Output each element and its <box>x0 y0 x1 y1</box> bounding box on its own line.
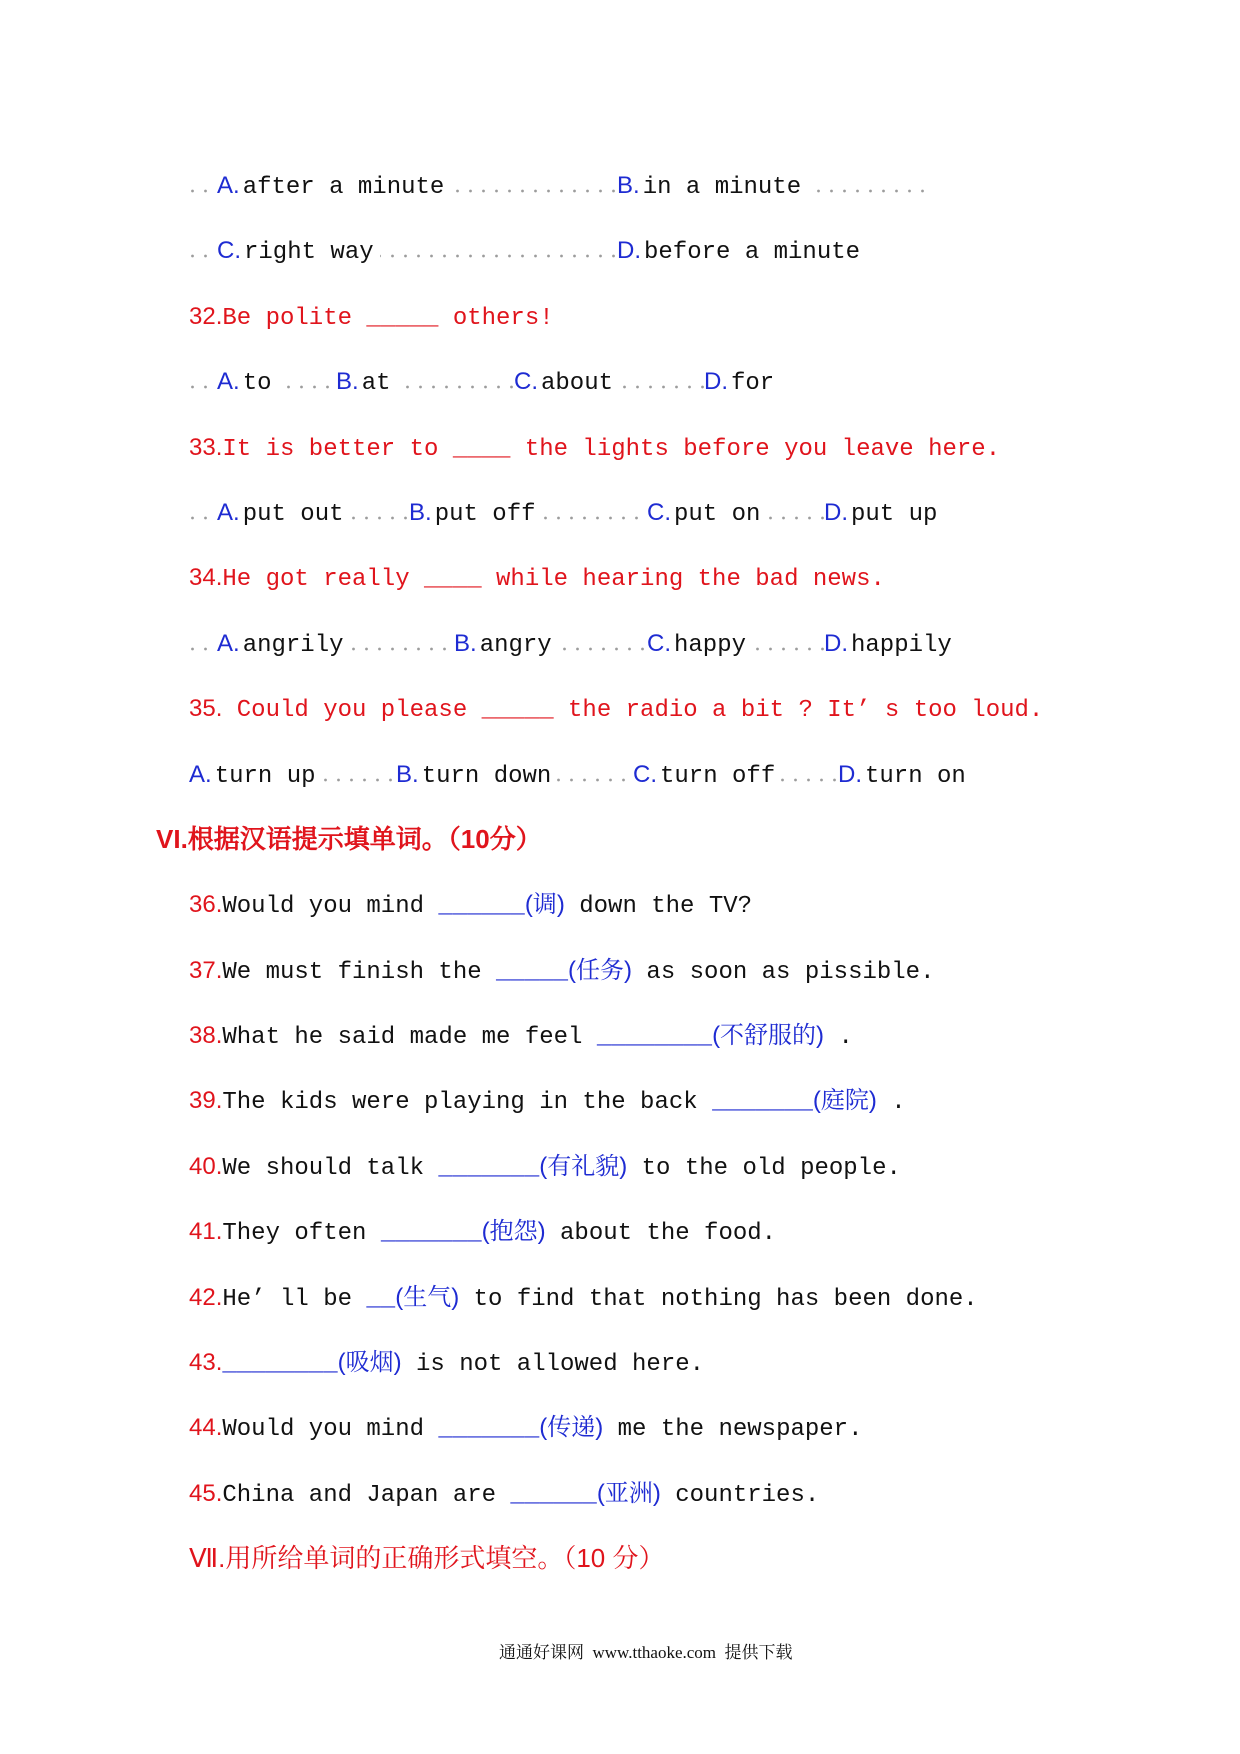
question-35-options <box>0 742 1240 807</box>
option-text: turn off <box>660 762 776 790</box>
space-marker-dots <box>186 611 214 676</box>
option-text: put out <box>242 500 344 528</box>
item-text-after: to the old people. <box>627 1154 901 1182</box>
q34-option-b <box>454 611 647 676</box>
option-letter: C. <box>217 237 241 265</box>
q32-option-b <box>336 349 514 414</box>
space-marker-dots <box>186 480 214 545</box>
page-footer: 通通好课网 www.tthaoke.com 提供下载 <box>499 1643 793 1662</box>
option-letter: D. <box>824 629 848 657</box>
section-vii-heading: Ⅶ.用所给单词的正确形式填空。（10 分） <box>189 1543 665 1574</box>
q31-option-d <box>617 218 866 283</box>
option-letter: B. <box>617 172 640 199</box>
question-stem: Be polite _____ others! <box>222 304 554 332</box>
item-text-before: What he said made me feel <box>222 1024 597 1052</box>
option-letter: A. <box>217 629 240 657</box>
option-text: turn up <box>214 762 316 790</box>
option-text: for <box>731 370 775 398</box>
question-35-stem <box>0 676 1240 741</box>
fill-item-41 <box>0 1199 1240 1264</box>
fill-item-43 <box>0 1330 1240 1395</box>
chinese-hint: (不舒服的) <box>712 1022 825 1050</box>
fill-item-40 <box>0 1134 1240 1199</box>
answer-blank: _____ <box>496 958 569 986</box>
chinese-hint: (庭院) <box>812 1087 877 1115</box>
question-number: 41. <box>189 1218 223 1246</box>
item-text-after: is not allowed here. <box>401 1351 705 1379</box>
option-letter: A. <box>217 498 240 526</box>
q31-option-a <box>217 153 617 218</box>
item-text-after: down the TV? <box>564 893 753 921</box>
option-letter: C. <box>647 629 671 657</box>
question-number: 45. <box>189 1479 223 1507</box>
option-letter: A. <box>217 172 240 199</box>
question-33-stem <box>0 415 1240 480</box>
fill-item-45 <box>0 1461 1240 1526</box>
question-33-options <box>0 480 1240 545</box>
chinese-hint: (有礼貌) <box>539 1152 628 1180</box>
section-vi-heading: VI.根据汉语提示填单词。（10分） <box>156 823 542 854</box>
q32-option-a <box>217 349 336 414</box>
q32-option-d <box>704 349 780 414</box>
item-text-after: about the food. <box>545 1220 777 1248</box>
q33-option-b <box>409 480 647 545</box>
option-text: happy <box>674 631 747 659</box>
fill-item-38 <box>0 1003 1240 1068</box>
option-letter: A. <box>217 368 240 396</box>
answer-blank: __ <box>366 1285 396 1313</box>
option-letter: B. <box>409 498 432 526</box>
space-marker-dots <box>186 218 214 283</box>
option-letter: D. <box>617 237 641 265</box>
item-text-after: . <box>876 1089 906 1117</box>
q32-option-c <box>514 349 704 414</box>
item-text-before: Would you mind <box>222 893 439 921</box>
item-text-after: me the newspaper. <box>603 1416 863 1444</box>
option-text: happily <box>851 631 952 659</box>
chinese-hint: (吸烟) <box>337 1349 402 1377</box>
question-number: 44. <box>189 1414 223 1442</box>
option-text: turn on <box>865 762 966 790</box>
option-text: angry <box>479 631 552 659</box>
question-stem: It is better to ____ the lights before you leave here. <box>222 435 1001 463</box>
option-text: to <box>242 370 272 398</box>
q33-option-c <box>647 480 824 545</box>
fill-item-44 <box>0 1395 1240 1460</box>
option-text: at <box>361 370 391 398</box>
item-text-before: We must finish the <box>222 958 497 986</box>
option-letter: C. <box>514 368 538 396</box>
chinese-hint: (调) <box>524 891 565 919</box>
item-text-before: China and Japan are <box>222 1481 511 1509</box>
question-number: 35. <box>189 695 223 723</box>
q35-option-c <box>633 742 838 807</box>
item-text-before: Would you mind <box>222 1416 439 1444</box>
fill-item-42 <box>0 1265 1240 1330</box>
chinese-hint: (抱怨) <box>481 1218 546 1246</box>
q35-option-a <box>189 742 396 807</box>
fill-item-37 <box>0 938 1240 1003</box>
fill-item-39 <box>0 1068 1240 1133</box>
q34-option-d <box>824 611 958 676</box>
q33-option-a <box>217 480 409 545</box>
question-number: 40. <box>189 1152 223 1180</box>
option-letter: B. <box>336 368 359 396</box>
option-text: angrily <box>242 631 344 659</box>
question-number: 42. <box>189 1283 223 1311</box>
answer-blank: _______ <box>380 1220 482 1248</box>
answer-blank: ________ <box>596 1024 713 1052</box>
question-number: 34. <box>189 564 223 592</box>
question-number: 38. <box>189 1022 223 1050</box>
q34-option-c <box>647 611 824 676</box>
question-number: 37. <box>189 956 223 984</box>
option-letter: B. <box>454 629 477 657</box>
q35-option-d <box>838 742 972 807</box>
answer-blank: _______ <box>438 1416 540 1444</box>
question-32-stem <box>0 284 1240 349</box>
question-number: 36. <box>189 891 223 919</box>
question-stem: Could you please _____ the radio a bit ? It’ s too loud. <box>222 697 1044 725</box>
option-letter: D. <box>704 368 728 396</box>
option-letter: D. <box>824 498 848 526</box>
chinese-hint: (生气) <box>395 1283 460 1311</box>
question-32-options <box>0 349 1240 414</box>
answer-blank: ______ <box>438 893 525 921</box>
question-stem: He got really ____ while hearing the bad news. <box>222 566 885 594</box>
fill-item-36 <box>0 872 1240 937</box>
item-text-after: as soon as pissible. <box>632 958 935 986</box>
answer-blank: ______ <box>510 1481 597 1509</box>
question-number: 39. <box>189 1087 223 1115</box>
option-text: after a minute <box>242 174 445 201</box>
option-letter: D. <box>838 760 862 788</box>
item-text-after: countries. <box>660 1481 820 1509</box>
option-text: put on <box>674 500 761 528</box>
option-text: put up <box>851 500 938 528</box>
q34-option-a <box>217 611 454 676</box>
option-text: before a minute <box>644 239 861 267</box>
question-34-options <box>0 611 1240 676</box>
q31-options-row-2 <box>0 218 1240 283</box>
space-marker-dots <box>186 349 214 414</box>
item-text-before: We should talk <box>222 1154 439 1182</box>
option-letter: B. <box>396 760 419 788</box>
option-text: right way <box>244 239 374 267</box>
space-marker-dots <box>186 153 214 218</box>
q31-option-b <box>617 153 933 218</box>
option-letter: C. <box>633 760 657 788</box>
exam-content <box>0 153 1240 1592</box>
item-text-after: to find that nothing has been done. <box>459 1285 978 1313</box>
question-number: 32. <box>189 302 223 330</box>
question-number: 33. <box>189 433 223 461</box>
option-text: turn down <box>421 762 552 790</box>
item-text-before: The kids were playing in the back <box>222 1089 713 1117</box>
option-text: about <box>541 370 614 398</box>
answer-blank: _______ <box>712 1089 813 1117</box>
answer-blank: _______ <box>438 1154 540 1182</box>
question-number: 43. <box>189 1349 223 1377</box>
item-text-before: He’ ll be <box>222 1285 367 1313</box>
q31-options-row-1 <box>0 153 1240 218</box>
q31-option-c <box>217 218 617 283</box>
item-text-after: . <box>824 1024 853 1052</box>
answer-blank: ________ <box>222 1351 338 1379</box>
q35-option-b <box>396 742 633 807</box>
q33-option-d <box>824 480 943 545</box>
option-text: in a minute <box>642 174 802 201</box>
item-text-before: They often <box>222 1220 381 1248</box>
option-text: put off <box>434 500 536 528</box>
option-letter: C. <box>647 498 671 526</box>
option-letter: A. <box>189 760 212 788</box>
chinese-hint: (亚洲) <box>596 1479 661 1507</box>
chinese-hint: (任务) <box>568 956 633 984</box>
chinese-hint: (传递) <box>539 1414 604 1442</box>
question-34-stem <box>0 545 1240 610</box>
